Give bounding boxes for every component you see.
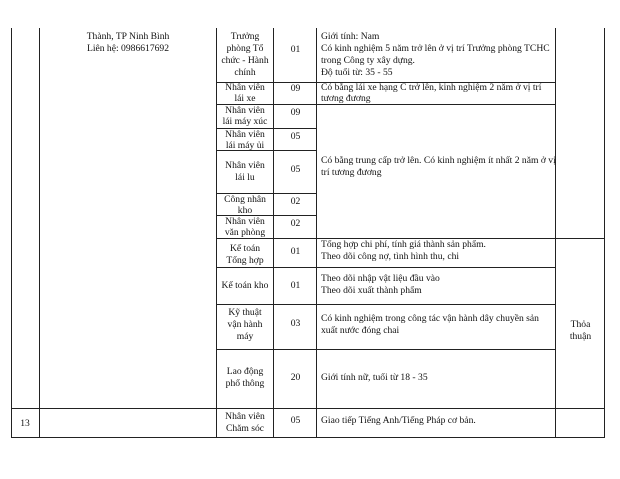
position-cell: Nhân viên bbox=[225, 411, 265, 422]
quantity-cell: 02 bbox=[290, 218, 301, 229]
requirement-cell: Theo dõi nhập vật liệu đầu vào bbox=[321, 273, 440, 284]
position-cell: lái xe bbox=[234, 93, 256, 104]
position-cell: Trưởng bbox=[230, 31, 260, 42]
position-cell: Kế toán bbox=[229, 243, 261, 254]
quantity-cell: 02 bbox=[290, 196, 301, 207]
position-cell: lái lu bbox=[235, 172, 255, 183]
quantity-cell: 09 bbox=[290, 83, 301, 94]
position-cell: văn phòng bbox=[224, 227, 266, 238]
requirement-cell: Tổng hợp chi phí, tính giá thành sản phẩm. bbox=[321, 239, 486, 250]
requirement-cell: Giới tính: Nam bbox=[321, 31, 380, 42]
requirement-cell: Độ tuổi từ: 35 - 55 bbox=[321, 67, 393, 78]
position-cell: máy bbox=[236, 331, 254, 342]
requirement-cell: Có kinh nghiệm 5 năm trở lên ở vị trí Trưởng phòng TCHC bbox=[321, 43, 550, 54]
position-cell: Nhân viên bbox=[225, 129, 265, 140]
position-cell: kho bbox=[237, 205, 253, 216]
requirement-cell: trí tương đương bbox=[321, 167, 382, 178]
requirement-cell: Có bằng trung cấp trở lên. Có kinh nghiệm ít nhất 2 năm ở vị bbox=[321, 155, 556, 166]
position-cell: Nhân viên bbox=[225, 105, 265, 116]
position-cell: Kế toán kho bbox=[221, 280, 269, 291]
position-cell: chính bbox=[234, 67, 256, 78]
position-cell: Nhân viên bbox=[225, 82, 265, 93]
requirement-cell: Giao tiếp Tiếng Anh/Tiếng Pháp cơ bản. bbox=[321, 415, 476, 426]
quantity-cell: 01 bbox=[290, 280, 301, 291]
quantity-cell: 03 bbox=[290, 318, 301, 329]
position-cell: vận hành bbox=[227, 319, 263, 330]
position-cell: Nhân viên bbox=[225, 160, 265, 171]
requirement-cell: Có kinh nghiệm trong công tác vận hành dây chuyền sản bbox=[321, 313, 539, 324]
salary-cell: Thỏa bbox=[570, 319, 591, 330]
company-address: Thành, TP Ninh Bình bbox=[86, 31, 170, 42]
requirement-cell: trong Công ty xây dựng. bbox=[321, 55, 415, 66]
position-cell: Kỹ thuật bbox=[228, 307, 262, 318]
quantity-cell: 20 bbox=[290, 372, 301, 383]
position-cell: chức - Hành bbox=[221, 55, 269, 66]
quantity-cell: 01 bbox=[290, 44, 301, 55]
position-cell: phòng Tổ bbox=[226, 43, 264, 54]
position-cell: Chăm sóc bbox=[225, 423, 265, 434]
quantity-cell: 05 bbox=[290, 131, 301, 142]
row-number: 13 bbox=[20, 418, 30, 429]
position-cell: Nhân viên bbox=[225, 216, 265, 227]
position-cell: lái máy xúc bbox=[222, 116, 268, 127]
quantity-cell: 05 bbox=[290, 415, 301, 426]
company-contact: Liên hệ: 0986617692 bbox=[86, 43, 170, 54]
requirement-cell: xuất nước đóng chai bbox=[321, 325, 400, 336]
salary-cell: thuận bbox=[569, 331, 592, 342]
position-cell: Công nhân bbox=[224, 194, 266, 205]
requirement-cell: Giới tính nữ, tuổi từ 18 - 35 bbox=[321, 372, 428, 383]
position-cell: lái máy ủi bbox=[225, 140, 265, 151]
position-cell: Tổng hợp bbox=[226, 255, 264, 266]
position-cell: Lao động bbox=[226, 366, 264, 377]
requirement-cell: Có bằng lái xe hạng C trở lên, kinh nghiệm 2 năm ở vị trí bbox=[321, 82, 542, 93]
position-cell: phổ thông bbox=[225, 378, 265, 389]
requirement-cell: Theo dõi xuất thành phẩm bbox=[321, 285, 422, 296]
requirement-cell: tương đương bbox=[321, 93, 371, 104]
quantity-cell: 05 bbox=[290, 164, 301, 175]
requirement-cell: Theo dõi công nợ, tình hình thu, chi bbox=[321, 251, 460, 262]
quantity-cell: 01 bbox=[290, 246, 301, 257]
quantity-cell: 09 bbox=[290, 107, 301, 118]
